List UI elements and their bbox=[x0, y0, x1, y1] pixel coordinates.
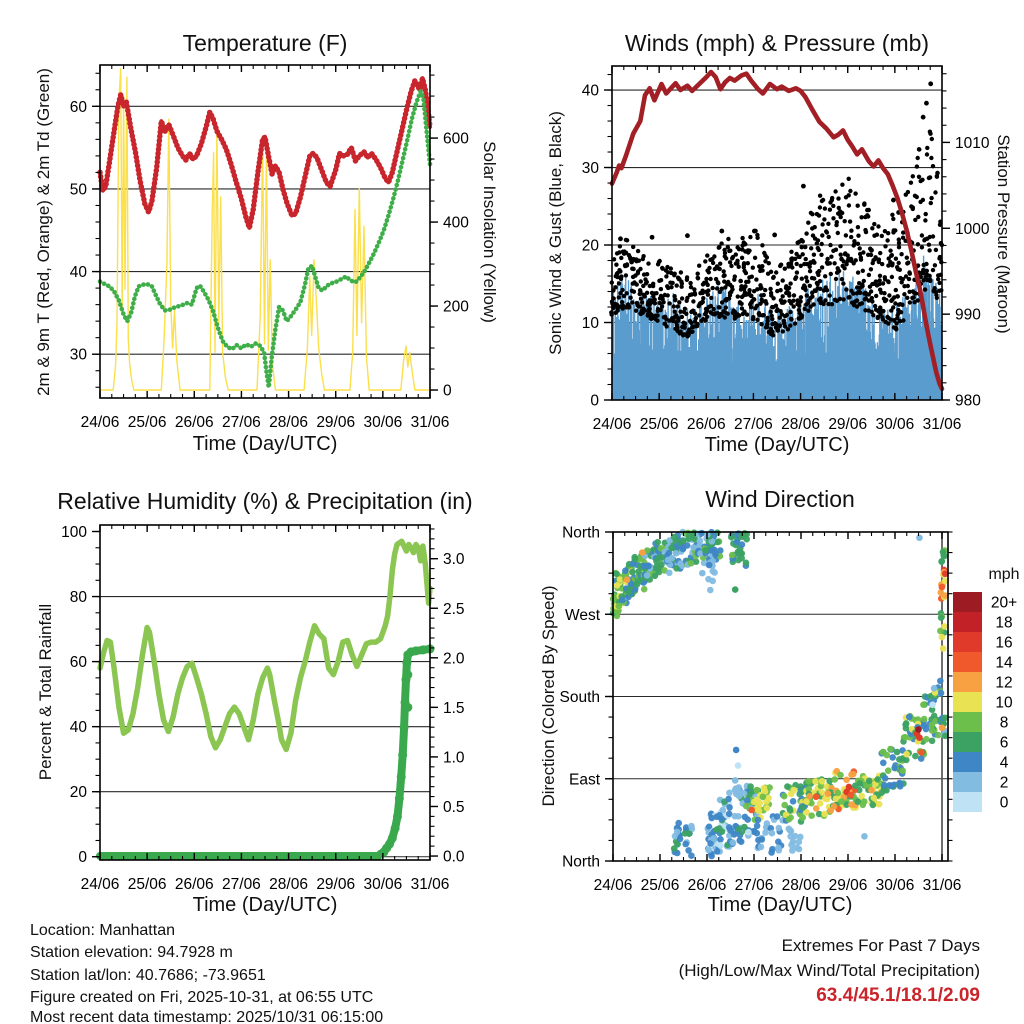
svg-text:12: 12 bbox=[995, 674, 1013, 692]
svg-text:10: 10 bbox=[995, 694, 1013, 712]
svg-text:20+: 20+ bbox=[990, 594, 1018, 612]
svg-text:South: South bbox=[559, 689, 600, 706]
svg-text:24/06: 24/06 bbox=[593, 877, 633, 894]
svg-text:0.0: 0.0 bbox=[443, 848, 465, 866]
svg-text:30/06: 30/06 bbox=[363, 414, 403, 431]
svg-text:40: 40 bbox=[581, 82, 599, 100]
svg-text:30/06: 30/06 bbox=[875, 877, 915, 894]
svg-text:990: 990 bbox=[955, 306, 981, 324]
svg-text:60: 60 bbox=[69, 98, 87, 116]
svg-text:40: 40 bbox=[69, 719, 87, 737]
svg-text:980: 980 bbox=[955, 392, 981, 410]
svg-text:1000: 1000 bbox=[955, 220, 990, 238]
svg-text:0: 0 bbox=[78, 849, 87, 867]
svg-text:30/06: 30/06 bbox=[363, 876, 403, 893]
svg-text:20: 20 bbox=[69, 784, 87, 802]
footer-location: Location: Manhattan bbox=[30, 922, 175, 939]
svg-text:26/06: 26/06 bbox=[174, 414, 214, 431]
y-axis-label-temperature: 2m & 9m T (Red, Orange) & 2m Td (Green) bbox=[34, 68, 53, 396]
svg-text:28/06: 28/06 bbox=[269, 876, 308, 893]
svg-text:27/06: 27/06 bbox=[734, 416, 773, 433]
svg-text:18: 18 bbox=[995, 614, 1013, 632]
svg-text:16: 16 bbox=[995, 634, 1013, 652]
svg-text:14: 14 bbox=[995, 654, 1013, 672]
extremes-values: 63.4/45.1/18.1/2.09 bbox=[816, 985, 980, 1006]
footer-figure-created: Figure created on Fri, 2025-10-31, at 06:55 UTC bbox=[30, 989, 374, 1006]
svg-text:26/06: 26/06 bbox=[687, 877, 727, 894]
x-axis-label-temperature: Time (Day/UTC) bbox=[192, 433, 338, 455]
svg-text:200: 200 bbox=[443, 298, 469, 316]
svg-text:10: 10 bbox=[581, 315, 599, 333]
svg-text:25/06: 25/06 bbox=[127, 414, 167, 431]
svg-text:2.5: 2.5 bbox=[443, 600, 465, 618]
svg-text:North: North bbox=[562, 853, 600, 871]
y-axis-label-rh-rainfall: Percent & Total Rainfall bbox=[36, 603, 55, 781]
y-axis-label-pressure: Station Pressure (Maroon) bbox=[994, 134, 1013, 334]
svg-text:30/06: 30/06 bbox=[875, 416, 915, 433]
svg-text:25/06: 25/06 bbox=[127, 876, 167, 893]
svg-text:6: 6 bbox=[999, 734, 1009, 752]
svg-text:29/06: 29/06 bbox=[828, 877, 868, 894]
x-axis-label-winds: Time (Day/UTC) bbox=[704, 434, 850, 456]
svg-text:29/06: 29/06 bbox=[316, 876, 356, 893]
svg-text:North: North bbox=[562, 524, 600, 542]
svg-text:400: 400 bbox=[443, 214, 469, 232]
svg-text:26/06: 26/06 bbox=[686, 416, 726, 433]
y-axis-label-direction: Direction (Colored By Speed) bbox=[539, 585, 558, 807]
footer-data-timestamp: Most recent data timestamp: 2025/10/31 06:15:00 bbox=[30, 1009, 384, 1024]
svg-text:31/06: 31/06 bbox=[410, 414, 450, 431]
x-axis-label-rh: Time (Day/UTC) bbox=[192, 894, 338, 916]
svg-text:100: 100 bbox=[61, 524, 87, 542]
y-axis-label-solar: Solar Insolation (Yellow) bbox=[480, 141, 499, 323]
svg-text:1.0: 1.0 bbox=[443, 749, 465, 767]
svg-text:0.5: 0.5 bbox=[443, 798, 465, 816]
svg-text:27/06: 27/06 bbox=[222, 876, 261, 893]
svg-text:20: 20 bbox=[581, 237, 599, 255]
svg-text:29/06: 29/06 bbox=[828, 416, 868, 433]
svg-text:24/06: 24/06 bbox=[80, 876, 120, 893]
extremes-heading: Extremes For Past 7 Days bbox=[781, 936, 980, 955]
svg-text:60: 60 bbox=[69, 654, 87, 672]
svg-text:27/06: 27/06 bbox=[734, 877, 774, 894]
chart-title-wind-direction: Wind Direction bbox=[705, 486, 855, 512]
extremes-subheading: (High/Low/Max Wind/Total Precipitation) bbox=[678, 961, 980, 980]
svg-text:31/06: 31/06 bbox=[410, 876, 450, 893]
svg-text:24/06: 24/06 bbox=[80, 414, 120, 431]
chart-title-rh-precip: Relative Humidity (%) & Precipitation (in) bbox=[57, 488, 473, 514]
svg-text:26/06: 26/06 bbox=[174, 876, 214, 893]
svg-text:28/06: 28/06 bbox=[781, 877, 821, 894]
svg-text:3.0: 3.0 bbox=[443, 551, 465, 569]
footer-station-elevation: Station elevation: 94.7928 m bbox=[30, 944, 233, 961]
svg-text:50: 50 bbox=[69, 181, 87, 199]
svg-text:31/06: 31/06 bbox=[922, 416, 962, 433]
svg-text:0: 0 bbox=[590, 392, 599, 410]
svg-text:0: 0 bbox=[443, 382, 452, 400]
svg-text:600: 600 bbox=[443, 130, 469, 148]
svg-text:1010: 1010 bbox=[955, 134, 990, 152]
svg-text:80: 80 bbox=[69, 589, 87, 607]
svg-text:30: 30 bbox=[581, 160, 599, 178]
svg-text:East: East bbox=[568, 771, 600, 789]
y-axis-label-wind-gust: Sonic Wind & Gust (Blue, Black) bbox=[546, 111, 565, 355]
svg-text:0: 0 bbox=[999, 794, 1009, 812]
svg-text:2.0: 2.0 bbox=[443, 650, 465, 668]
svg-text:8: 8 bbox=[999, 714, 1009, 732]
svg-text:24/06: 24/06 bbox=[592, 416, 632, 433]
svg-text:West: West bbox=[564, 606, 600, 624]
footer-station-latlon: Station lat/lon: 40.7686; -73.9651 bbox=[30, 967, 266, 984]
svg-text:28/06: 28/06 bbox=[781, 416, 820, 433]
svg-text:40: 40 bbox=[69, 264, 87, 282]
svg-text:29/06: 29/06 bbox=[316, 414, 356, 431]
svg-text:27/06: 27/06 bbox=[222, 414, 261, 431]
colorbar-title: mph bbox=[988, 566, 1020, 583]
svg-text:25/06: 25/06 bbox=[640, 877, 680, 894]
svg-text:30: 30 bbox=[69, 346, 87, 364]
svg-text:31/06: 31/06 bbox=[922, 877, 962, 894]
svg-text:25/06: 25/06 bbox=[639, 416, 679, 433]
svg-text:2: 2 bbox=[999, 774, 1009, 792]
svg-text:28/06: 28/06 bbox=[269, 414, 308, 431]
svg-text:1.5: 1.5 bbox=[443, 699, 465, 717]
chart-title-temperature: Temperature (F) bbox=[182, 30, 348, 56]
x-axis-label-wind-direction: Time (Day/UTC) bbox=[707, 894, 853, 916]
chart-title-winds-pressure: Winds (mph) & Pressure (mb) bbox=[624, 30, 930, 56]
svg-text:4: 4 bbox=[999, 754, 1009, 772]
